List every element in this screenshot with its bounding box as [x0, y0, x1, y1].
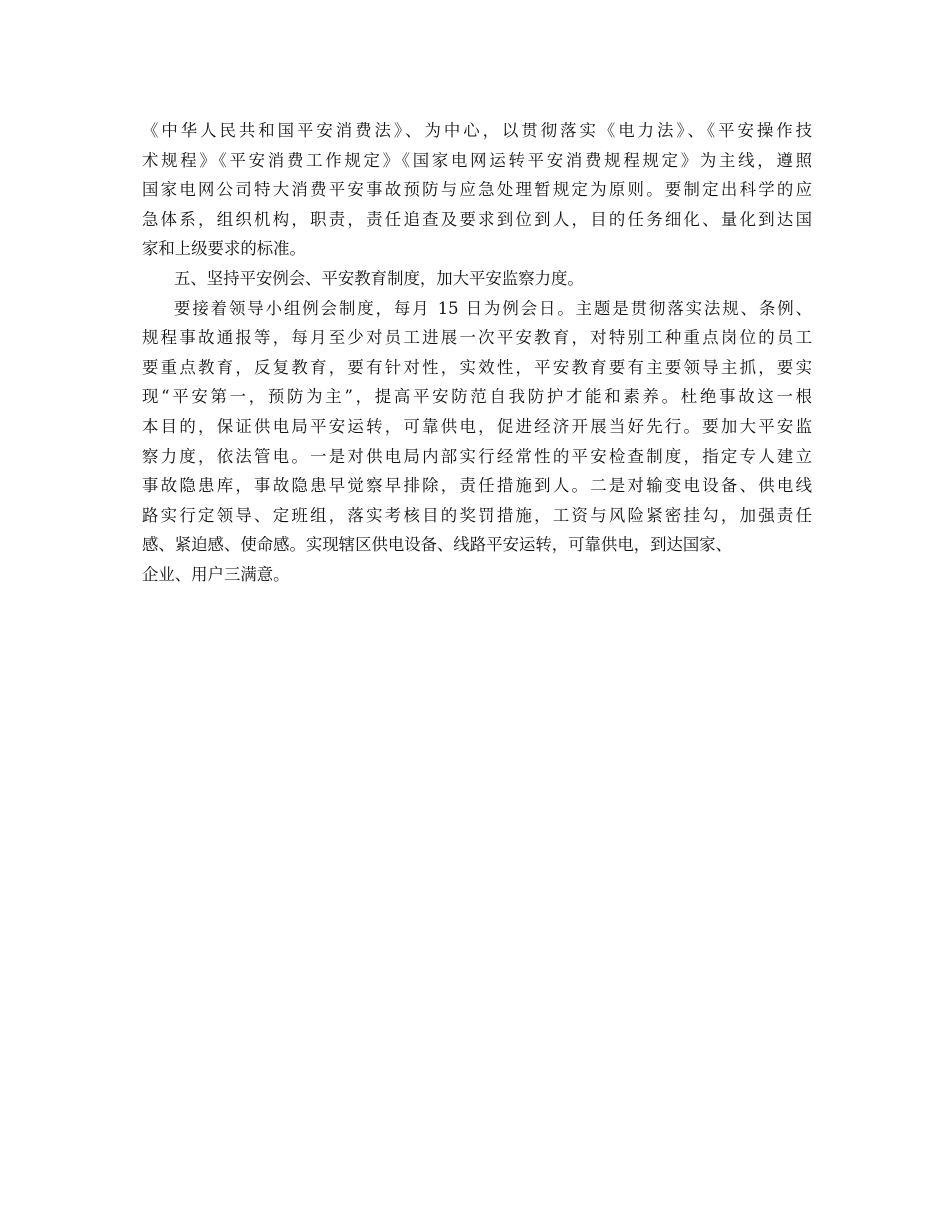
text-line: 家和上级要求的标准。: [142, 239, 306, 259]
text-line: 要接着领导小组例会制度，每月 15 日为例会日。主题是贯彻落实法规、条例、: [174, 298, 812, 318]
text-line: 企业、用户三满意。: [142, 564, 290, 584]
text-line: 急体系，组织机构，职责，责任追查及要求到位到人，目的任务细化、量化到达国: [142, 209, 812, 229]
text-line: 现“平安第一，预防为主”，提高平安防范自我防护才能和素养。杜绝事故这一根: [142, 387, 812, 407]
text-line: 要重点教育，反复教育，要有针对性，实效性，平安教育要有主要领导主抓，要实: [142, 357, 812, 377]
paragraph-safety-meetings: [142, 294, 812, 590]
text-line: 事故隐患库，事故隐患早觉察早排除，责任措施到人。二是对输变电设备、供电线: [142, 476, 812, 496]
text-line: 《中华人民共和国平安消费法》、为中心，以贯彻落实《电力法》、《平安操作技: [142, 121, 812, 140]
text-line: 国家电网公司特大消费平安事故预防与应急处理暂规定为原则。要制定出科学的应: [142, 180, 812, 200]
section-heading-5: 五、坚持平安例会、平安教育制度，加大平安监察力度。: [174, 268, 584, 288]
text-line: 路实行定领导、定班组，落实考核目的奖罚措施，工资与风险紧密挂勾，加强责任: [142, 505, 812, 525]
text-line: 感、紧迫感、使命感。实现辖区供电设备、线路平安运转，可靠供电，到达国家、: [142, 535, 733, 555]
text-line: 察力度，依法管电。一是对供电局内部实行经常性的平安检查制度，指定专人建立: [142, 446, 812, 466]
text-line: 术规程》《平安消费工作规定》《国家电网运转平安消费规程规定》为主线，遵照: [142, 150, 812, 170]
text-line: 本目的，保证供电局平安运转，可靠供电，促进经济开展当好先行。要加大平安监: [142, 416, 812, 436]
paragraph-safety-laws: [142, 116, 812, 264]
text-line: 规程事故通报等，每月至少对员工进展一次平安教育，对特别工种重点岗位的员工: [142, 328, 812, 348]
document-body: [142, 116, 812, 590]
